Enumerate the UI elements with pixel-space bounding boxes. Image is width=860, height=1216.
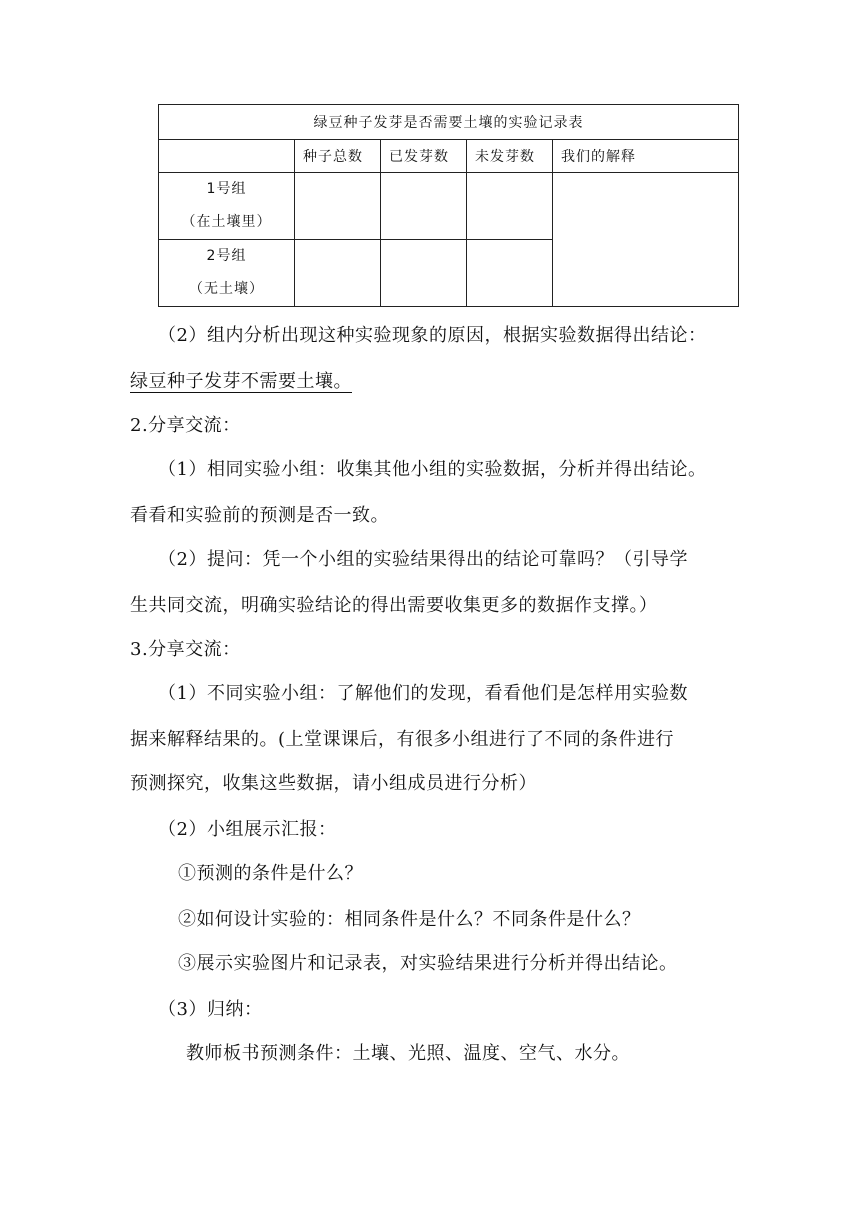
header-germinated: 已发芽数 [381,140,467,173]
group-2-label [159,240,295,307]
header-not-germinated: 未发芽数 [467,140,553,173]
group-1-condition: （在土壤里） [181,214,272,230]
cell-germinated-1 [381,173,467,240]
summary-heading: （3）归纳： [158,999,263,1020]
share-2-line-1: （2）提问：凭一个小组的实验结果得出的结论可靠吗？（引导学 [158,549,688,570]
table-title-row [159,105,739,140]
share-1-line-2: 看看和实验前的预测是否一致。 [130,505,389,526]
diff-group-line-3: 预测探究，收集这些数据，请小组成员进行分析） [130,773,537,794]
cell-germinated-2 [381,240,467,307]
report-item-1: ①预测的条件是什么？ [178,863,363,884]
report-heading: （2）小组展示汇报： [158,819,337,840]
table-header-row [159,140,739,173]
report-item-2: ②如何设计实验的：相同条件是什么？不同条件是什么？ [178,909,641,930]
share-heading-3: 3.分享交流： [130,639,241,660]
cell-total-2 [295,240,381,307]
group-1-label [159,173,295,240]
group-2-name: 2号组 [206,248,247,264]
cell-not-germinated-2 [467,240,553,307]
cell-not-germinated-1 [467,173,553,240]
diff-group-line-1: （1）不同实验小组：了解他们的发现，看看他们是怎样用实验数 [158,683,688,704]
share-1-line-1: （1）相同实验小组：收集其他小组的实验数据，分析并得出结论。 [158,459,707,480]
analysis-question: （2）组内分析出现这种实验现象的原因，根据实验数据得出结论： [158,325,707,346]
group-1-name: 1号组 [206,181,247,197]
share-2-line-2: 生共同交流，明确实验结论的得出需要收集更多的数据作支撑。） [130,595,658,616]
cell-explanation [553,173,739,307]
experiment-record-table [158,104,739,307]
header-explanation: 我们的解释 [553,140,739,173]
share-heading-2: 2.分享交流： [130,415,241,436]
blackboard-note: 教师板书预测条件：土壤、光照、温度、空气、水分。 [186,1043,630,1064]
table-row [159,173,739,240]
header-empty [159,140,295,173]
cell-total-1 [295,173,381,240]
header-total-seeds: 种子总数 [295,140,381,173]
group-2-condition: （无土壤） [189,281,264,297]
diff-group-line-2: 据来解释结果的。(上堂课课后，有很多小组进行了不同的条件进行 [130,729,675,750]
analysis-conclusion: 绿豆种子发芽不需要土壤。 [130,371,352,392]
table-title: 绿豆种子发芽是否需要土壤的实验记录表 [159,105,739,140]
report-item-3: ③展示实验图片和记录表，对实验结果进行分析并得出结论。 [178,953,678,974]
